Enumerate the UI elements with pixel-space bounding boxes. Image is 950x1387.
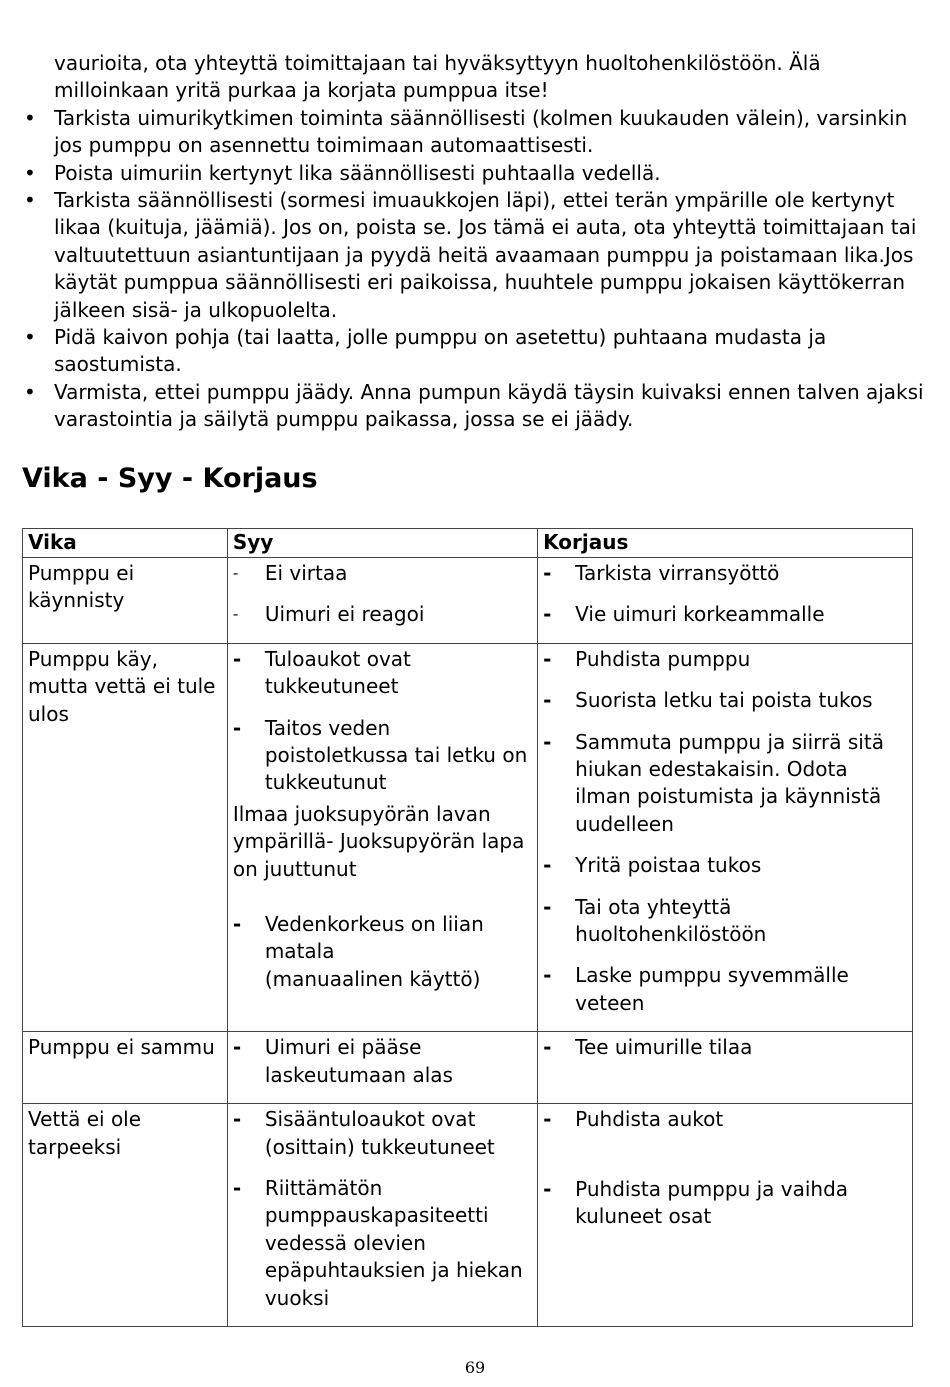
dash-icon: - xyxy=(543,963,552,988)
cause-text: Tuloaukot ovat tukkeutuneet xyxy=(264,646,411,699)
fix-list xyxy=(543,1104,907,1244)
dash-icon: - xyxy=(543,602,552,627)
dash-icon: - xyxy=(543,1035,552,1060)
spacer xyxy=(233,897,532,909)
fix-text: Puhdista pumppu ja vaihda kuluneet osat xyxy=(575,1176,849,1228)
list-item xyxy=(543,894,907,949)
column-header-korjaus: Korjaus xyxy=(538,529,913,558)
table-row xyxy=(23,558,913,644)
korjaus-cell xyxy=(538,558,913,644)
dash-icon: - xyxy=(543,729,552,754)
korjaus-cell xyxy=(538,643,913,1031)
bullet-icon: • xyxy=(24,325,36,350)
vika-cell xyxy=(23,558,228,644)
dash-icon: - xyxy=(543,561,552,585)
list-item xyxy=(543,1106,907,1133)
dash-icon: - xyxy=(543,1176,552,1201)
cause-list xyxy=(233,558,532,643)
fix-text: Laske pumppu syvemmälle veteen xyxy=(575,963,849,1015)
list-item xyxy=(233,560,532,587)
list-item xyxy=(233,1106,532,1161)
fault-text: Pumppu käy, mutta vettä ei tule ulos xyxy=(28,646,216,726)
list-item xyxy=(543,1034,907,1061)
list-item xyxy=(233,1034,532,1089)
syy-cell xyxy=(227,643,537,1031)
dash-icon: - xyxy=(543,1107,552,1132)
bullet-icon: • xyxy=(24,160,36,185)
dash-icon: - xyxy=(232,564,239,582)
column-header-syy: Syy xyxy=(227,529,537,558)
page-number: 69 xyxy=(464,1358,486,1377)
dash-icon: - xyxy=(232,1035,242,1060)
dash-icon: - xyxy=(232,605,239,624)
list-item xyxy=(233,715,532,797)
maintenance-bullet-list xyxy=(22,105,927,434)
fix-text: Tarkista virransyöttö xyxy=(575,561,780,585)
dash-icon: - xyxy=(232,715,242,740)
cause-text: Taitos veden poistoletkussa tai letku on tukkeutunut xyxy=(264,715,528,795)
list-item xyxy=(543,1176,907,1231)
table-row xyxy=(23,643,913,1031)
cause-list xyxy=(233,644,532,797)
list-item xyxy=(543,560,907,587)
fix-text: Vie uimuri korkeammalle xyxy=(575,602,825,627)
dash-icon: - xyxy=(543,853,552,878)
korjaus-cell xyxy=(538,1104,913,1327)
fix-text: Tai ota yhteyttä huoltohenkilöstöön xyxy=(575,894,767,947)
fix-list xyxy=(543,1032,907,1075)
cause-text: Vedenkorkeus on liian matala xyxy=(264,912,484,964)
fix-text: Puhdista aukot xyxy=(575,1107,724,1132)
list-item xyxy=(233,646,532,701)
table-row xyxy=(23,1032,913,1104)
fix-text: Sammuta pumppu ja siirrä sitä hiukan edestakaisin. Odota ilman poistumista ja käynnistä uudelleen xyxy=(575,729,884,836)
bullet-text: Varmista, ettei pumppu jäädy. Anna pumpun käydä täysin kuivaksi ennen talven ajaksi varastointia ja säilytä pumppu paikassa, jossa se ei jäädy. xyxy=(54,379,924,432)
table-row xyxy=(23,1104,913,1327)
dash-icon: - xyxy=(543,894,552,919)
fix-list xyxy=(543,558,907,643)
column-header-vika: Vika xyxy=(23,529,228,558)
cause-list-extra xyxy=(233,909,532,966)
section-heading: Vika - Syy - Korjaus xyxy=(22,463,318,494)
fix-text: Suorista letku tai poista tukos xyxy=(575,688,873,713)
cause-text: Sisääntuloaukot ovat (osittain) tukkeutuneet xyxy=(264,1107,495,1159)
troubleshooting-table xyxy=(22,528,913,1327)
cause-text: Uimuri ei pääse laskeutumaan alas xyxy=(264,1035,453,1087)
cause-subnote: (manuaalinen käyttö) xyxy=(264,966,481,991)
maintenance-instructions xyxy=(22,50,927,434)
bullet-text: Tarkista uimurikytkimen toiminta säännöllisesti (kolmen kuukauden välein), varsinkin jos pumppu on asennettu toimimaan automaattisesti. xyxy=(54,105,908,158)
list-item xyxy=(543,646,907,673)
fault-text: Pumppu ei sammu xyxy=(28,1035,215,1060)
bullet-icon: • xyxy=(24,188,36,213)
fix-text: Yritä poistaa tukos xyxy=(575,853,762,878)
syy-cell xyxy=(227,1032,537,1104)
list-item xyxy=(543,601,907,628)
cause-text: Riittämätön pumppauskapasiteetti vedessä olevien epäpuhtauksien ja hiekan vuoksi xyxy=(264,1175,523,1310)
list-item xyxy=(543,852,907,879)
bullet-text: Tarkista säännöllisesti (sormesi imuaukkojen läpi), ettei terän ympärille ole kertynyt likaa (kuituja, jäämiä). Jos on, poista se. Jos tämä ei auta, ota yhteyttä toimittajaan tai valtuutettuun asiantuntijaan ja pyydä heitä avaamaan pumppu ja poistamaan lika.Jos käytät pumppua säännöllisesti eri paikoissa, huuhtele pumppu jokaisen käyttökerran jälkeen sisä- ja ulkopuolelta. xyxy=(54,188,917,322)
continuation-paragraph: vaurioita, ota yhteyttä toimittajaan tai hyväksyttyyn huoltohenkilöstöön. Älä milloinkaan yritä purkaa ja korjata pumppua itse! xyxy=(54,51,821,103)
cause-text: Ei virtaa xyxy=(264,561,348,585)
fault-text: Vettä ei ole tarpeeksi xyxy=(28,1107,142,1159)
list-item xyxy=(543,729,907,839)
cause-list xyxy=(233,1032,532,1103)
list-item xyxy=(543,962,907,1017)
dash-icon: - xyxy=(543,646,552,671)
korjaus-cell xyxy=(538,1032,913,1104)
vika-cell xyxy=(23,1032,228,1104)
vika-cell xyxy=(23,1104,228,1327)
vika-cell xyxy=(23,643,228,1031)
syy-cell xyxy=(227,558,537,644)
fix-text: Puhdista pumppu xyxy=(575,646,751,671)
cause-note: Ilmaa juoksupyörän lavan ympärillä- Juoksupyörän lapa on juuttunut xyxy=(232,801,525,881)
dash-icon: - xyxy=(543,688,552,713)
fault-text: Pumppu ei käynnisty xyxy=(28,561,135,613)
table-header-row xyxy=(23,529,913,558)
syy-cell xyxy=(227,1104,537,1327)
list-item xyxy=(233,911,532,966)
fix-text: Tee uimurille tilaa xyxy=(575,1035,753,1060)
list-item xyxy=(22,379,927,434)
cause-text: Uimuri ei reagoi xyxy=(264,602,425,627)
cause-list xyxy=(233,1104,532,1326)
list-item xyxy=(22,324,927,379)
list-item xyxy=(233,1175,532,1312)
bullet-text: Poista uimuriin kertynyt lika säännöllisesti puhtaalla vedellä. xyxy=(54,160,661,185)
list-item xyxy=(22,105,927,160)
dash-icon: - xyxy=(232,1107,242,1132)
dash-icon: - xyxy=(232,912,242,937)
bullet-icon: • xyxy=(24,105,36,130)
list-item xyxy=(22,160,927,187)
bullet-text: Pidä kaivon pohja (tai laatta, jolle pumppu on asetettu) puhtaana mudasta ja saostumista. xyxy=(54,325,827,377)
list-item xyxy=(233,601,532,628)
bullet-icon: • xyxy=(24,379,36,404)
list-item xyxy=(22,187,927,324)
fix-list xyxy=(543,644,907,1031)
dash-icon: - xyxy=(232,1175,242,1200)
list-item xyxy=(543,687,907,714)
dash-icon: - xyxy=(232,646,242,671)
